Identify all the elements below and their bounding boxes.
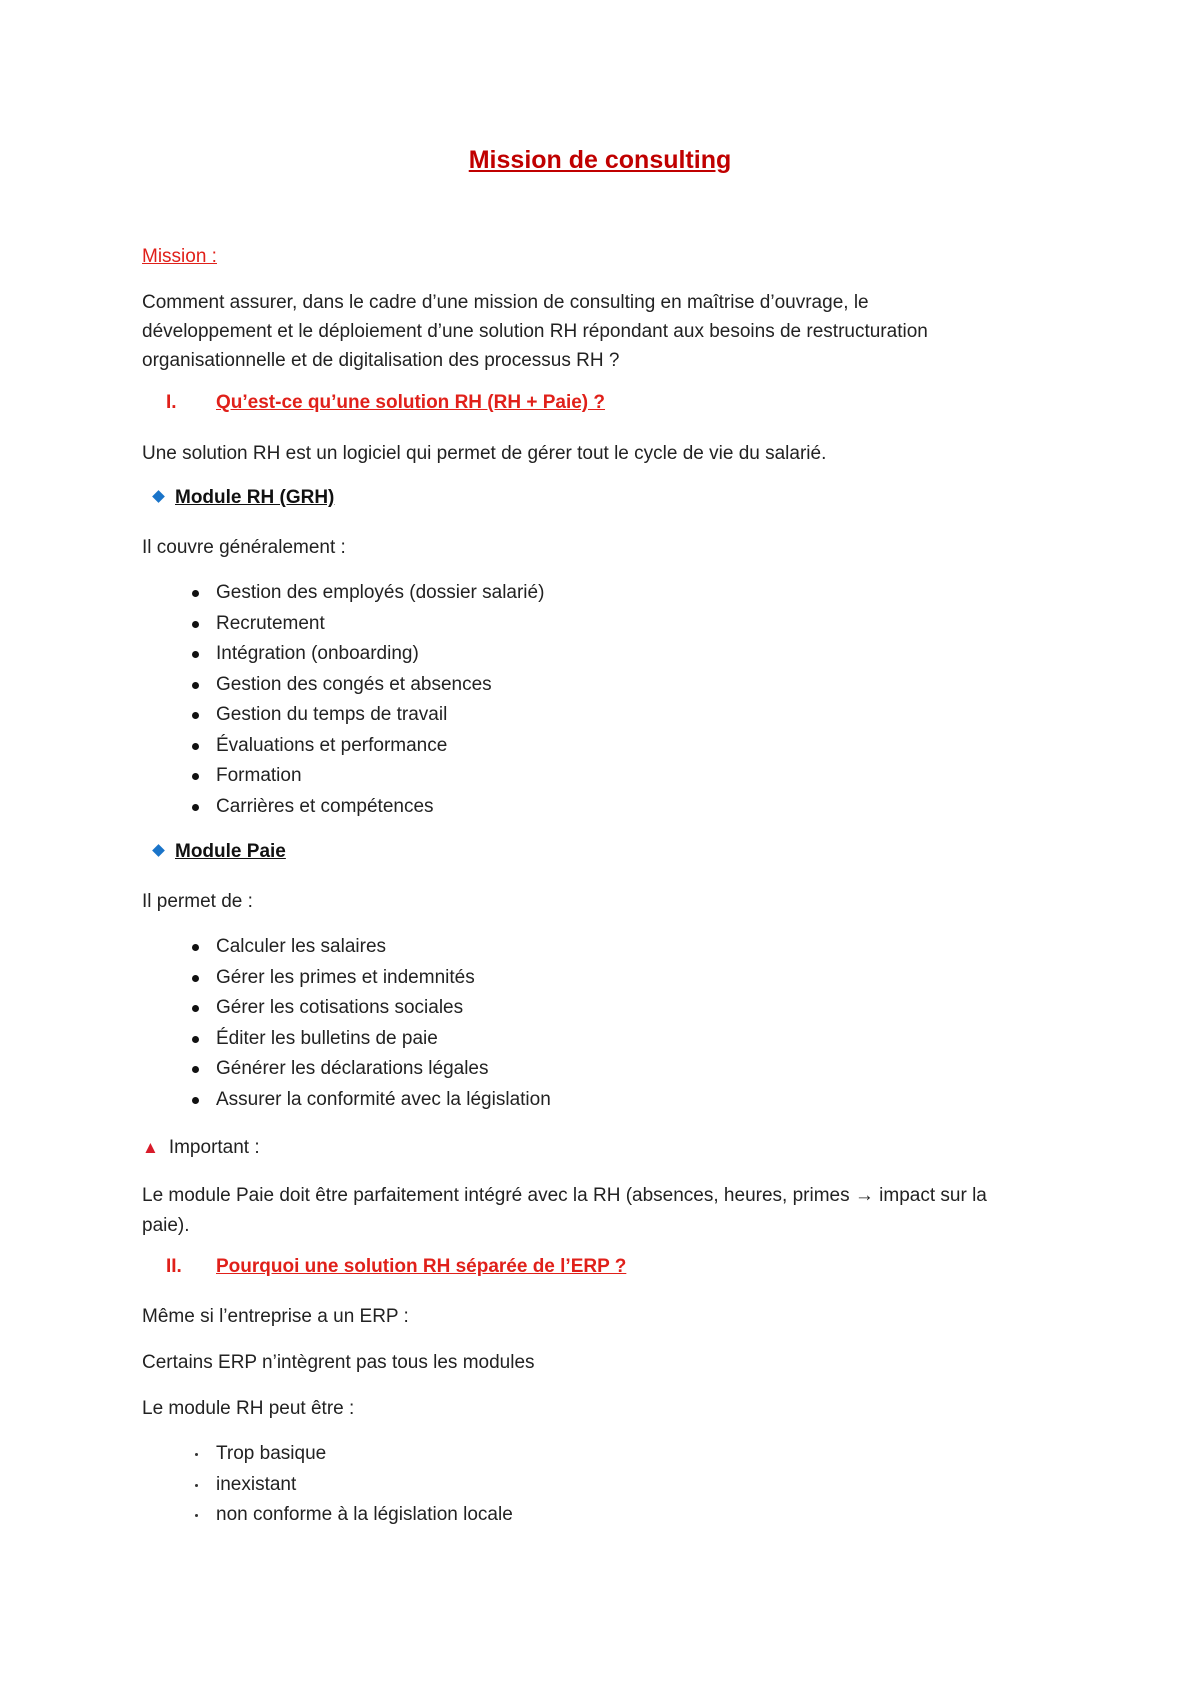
mission-question-line-2: développement et le déploiement d’une solution RH répondant aux besoins de restructuration [142, 321, 928, 342]
module-rh-title: Module RH (GRH) [175, 487, 335, 508]
module-rh-intro: Il couvre généralement : [142, 537, 346, 558]
list-item: Recrutement [216, 609, 544, 640]
important-text-line-2: paie). [142, 1215, 190, 1236]
section-2-title: Pourquoi une solution RH séparée de l’ERP ? [216, 1256, 627, 1277]
section-1-number: I. [166, 392, 177, 413]
list-item: Trop basique [216, 1439, 513, 1470]
solution-definition: Une solution RH est un logiciel qui permet de gérer tout le cycle de vie du salarié. [142, 443, 827, 464]
important-text-line-1: Le module Paie doit être parfaitement intégré avec la RH (absences, heures, primes → impact sur la [142, 1185, 987, 1206]
pushpin-icon: ▲ [142, 1138, 159, 1157]
mission-label: Mission : [142, 246, 217, 267]
module-paie-intro: Il permet de : [142, 891, 253, 912]
list-item: Assurer la conformité avec la législation [216, 1085, 551, 1116]
mission-question-line-1: Comment assurer, dans le cadre d’une mission de consulting en maîtrise d’ouvrage, le [142, 292, 869, 313]
blue-diamond-icon [152, 491, 165, 504]
list-item: Évaluations et performance [216, 731, 544, 762]
section-1-heading [166, 392, 866, 422]
erp-intro: Même si l’entreprise a un ERP : [142, 1306, 409, 1327]
module-paie-title: Module Paie [175, 841, 286, 862]
list-item: Calculer les salaires [216, 932, 551, 963]
module-rh-heading [142, 487, 334, 509]
list-item: Gérer les cotisations sociales [216, 993, 551, 1024]
blue-diamond-icon [152, 845, 165, 858]
module-paie-list [216, 932, 551, 1115]
important-label: Important : [168, 1137, 260, 1158]
list-item: Intégration (onboarding) [216, 639, 544, 670]
list-item: Gestion du temps de travail [216, 700, 544, 731]
list-item: Éditer les bulletins de paie [216, 1024, 551, 1055]
list-item: Formation [216, 761, 544, 792]
list-item: Générer les déclarations légales [216, 1054, 551, 1085]
document-title: Mission de consulting [468, 146, 732, 174]
section-2-number: II. [166, 1256, 182, 1277]
list-item: Gérer les primes et indemnités [216, 963, 551, 994]
section-1-title: Qu’est-ce qu’une solution RH (RH + Paie) ? [216, 392, 606, 413]
list-item: Gestion des congés et absences [216, 670, 544, 701]
list-item: Gestion des employés (dossier salarié) [216, 578, 544, 609]
list-item: Carrières et compétences [216, 792, 544, 823]
important-note-heading [142, 1133, 260, 1162]
erp-rh-list [216, 1439, 513, 1531]
erp-modules-line: Certains ERP n’intègrent pas tous les modules [142, 1352, 535, 1373]
list-item: inexistant [216, 1470, 513, 1501]
module-paie-heading [142, 841, 286, 863]
list-item: non conforme à la législation locale [216, 1500, 513, 1531]
mission-question-line-3: organisationnelle et de digitalisation des processus RH ? [142, 350, 620, 371]
erp-rh-line: Le module RH peut être : [142, 1398, 355, 1419]
section-2-heading [166, 1256, 866, 1286]
module-rh-list [216, 578, 544, 822]
